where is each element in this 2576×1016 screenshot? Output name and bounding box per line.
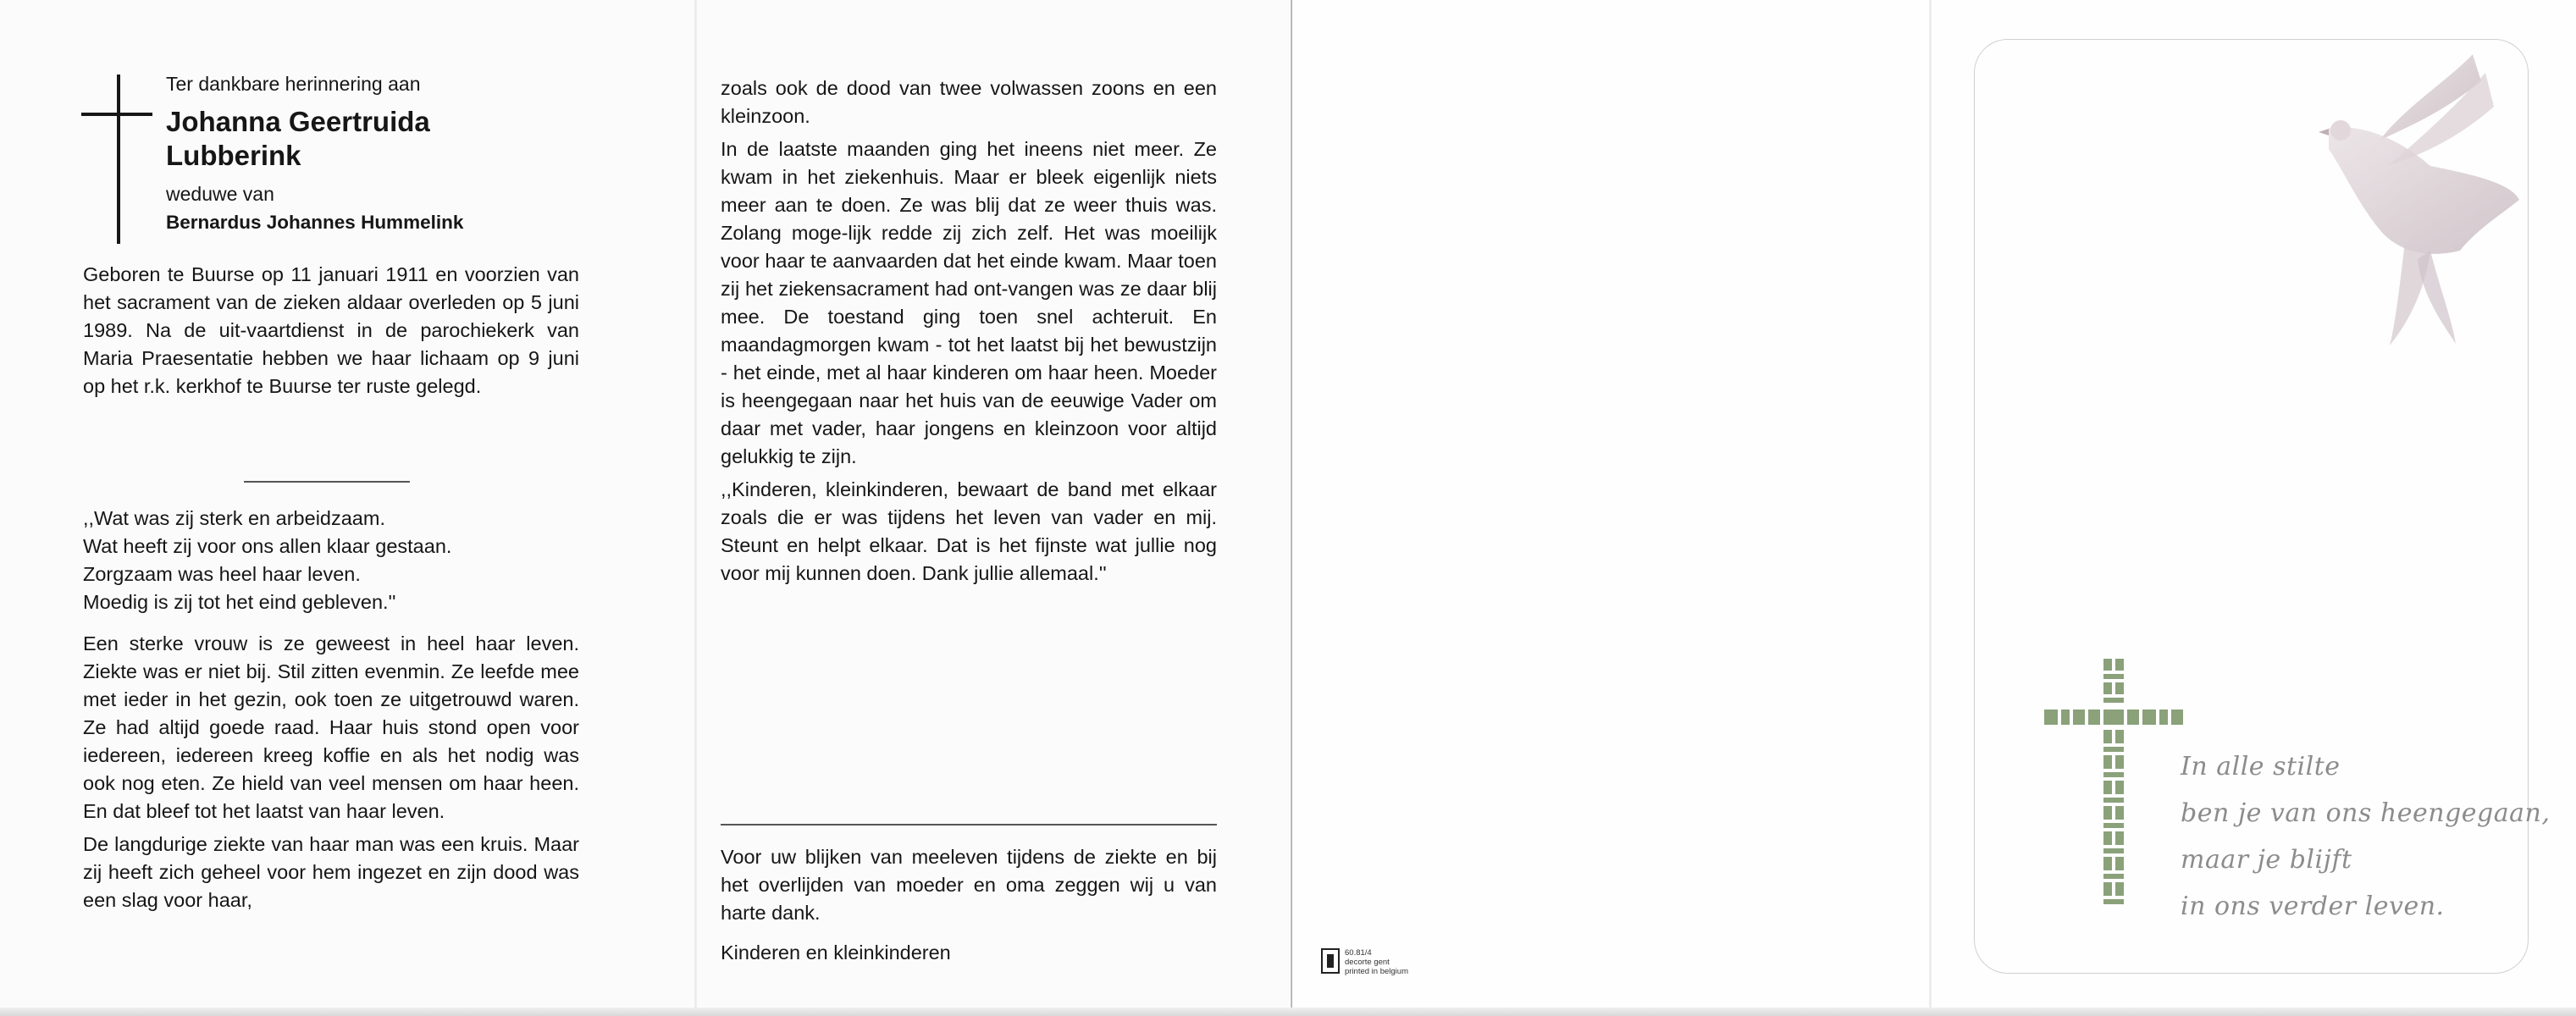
life-story-paragraph: De langdurige ziekte van haar man was een kruis. Maar zij heeft zich geheel voor hem ingezet en zijn dood was een slag voor haar, <box>83 833 579 911</box>
closing-paragraph: In de laatste maanden ging het ineens niet meer. Ze kwam in het ziekenhuis. Maar er bleek eigenlijk niets meer aan te doen. Ze was blij dat ze weer thuis was. Zolang moge-lijk redde zij zich zelf. Het was moeilijk voor haar te aanvaarden dat het einde kwam. Maar toen zij het ziekensacrament had ont-vangen was ze daar blij mee. De toestand ging toen snel achteruit. En maandagmorgen kwam - tot het laatst bij het bewustzijn - het einde, met al haar kinderen om haar heen. Moeder is heengegaan naar het huis van de eeuwige Vader om daar met vader, haar jongens en kleinzoon voor altijd gelukkig te zijn. <box>721 138 1217 467</box>
life-story-paragraph: Een sterke vrouw is ze geweest in heel haar leven. Ziekte was er niet bij. Stil zitten evenmin. Ze leefde mee met ieder in het gezin, ook toen ze uitgetrouwd waren. Ze had altijd goede raad. Haar huis stond open voor iedereen, iedereen kreeg koffie en als het nodig was ook nog eten. Ze hield van veel mensen om haar heen. En dat bleef tot het laatst van haar leven. <box>83 632 579 822</box>
publisher-name: decorte gent <box>1345 958 1390 967</box>
farewell-quote: ,,Kinderen, kleinkinderen, bewaart de band met elkaar zoals die er was tijdens het leven van vader en mij. Steunt en helpt elkaar. Dat is het fijnste wat jullie nog voor mij kunnen doen. Dank jullie allemaal.'' <box>721 478 1217 584</box>
publisher-text <box>1345 948 1408 976</box>
family-signature: Kinderen en kleinkinderen <box>721 941 951 964</box>
verse-line: In alle stilte <box>2181 752 2341 781</box>
poem-line: Zorgzaam was heel haar leven. <box>83 563 361 585</box>
publisher-printed: printed in belgium <box>1345 967 1408 976</box>
memorial-poem <box>83 505 451 616</box>
poem-line: Moedig is zij tot het eind gebleven.'' <box>83 591 396 613</box>
verse-line: ben je van ons heengegaan, <box>2181 798 2551 828</box>
thanks-divider <box>721 824 1217 826</box>
dove-icon <box>2278 47 2523 352</box>
biography-text: Geboren te Buurse op 11 januari 1911 en voorzien van het sacrament van de zieken aldaar overleden op 5 juni 1989. Na de uit-vaartdienst in de parochiekerk van Maria Praesentatie hebben we haar lichaam op 9 juni op het r.k. kerkhof te Buurse ter ruste gelegd. <box>83 263 579 397</box>
widow-of-label: weduwe van <box>166 183 274 205</box>
publisher-code: 60.81/4 <box>1345 948 1372 958</box>
center-fold <box>694 0 697 1016</box>
thanks-text: Voor uw blijken van meeleven tijdens de ziekte en bij het overlijden van moeder en oma zeggen wij u van harte dank. <box>721 846 1217 924</box>
deceased-name <box>166 105 430 173</box>
card-bottom-edge <box>0 1008 2576 1016</box>
biography-block <box>83 261 579 406</box>
deceased-name-first: Johanna Geertruida <box>166 106 430 137</box>
memorial-cross-bar <box>81 113 152 116</box>
memorial-cross-icon <box>117 75 120 244</box>
closing-column <box>721 75 1217 593</box>
publisher-logo-icon <box>1321 948 1340 974</box>
verse-line: maar je blijft <box>2181 845 2352 875</box>
card-verse <box>2181 743 2550 930</box>
dedication-intro: Ter dankbare herinnering aan <box>166 73 421 95</box>
section-divider <box>244 481 410 483</box>
verse-line: in ons verder leven. <box>2181 892 2445 921</box>
life-story-block <box>83 630 579 919</box>
husband-name: Bernardus Johannes Hummelink <box>166 212 464 233</box>
poem-line: ,,Wat was zij sterk en arbeidzaam. <box>83 507 385 529</box>
deceased-name-last: Lubberink <box>166 140 301 171</box>
closing-paragraph: zoals ook de dood van twee volwassen zoons en een kleinzoon. <box>721 77 1217 127</box>
cover-fold <box>1929 0 1932 1016</box>
thanks-block <box>721 843 1217 972</box>
mosaic-cross-icon <box>2043 657 2192 919</box>
poem-line: Wat heeft zij voor ons allen klaar gestaan. <box>83 535 452 557</box>
